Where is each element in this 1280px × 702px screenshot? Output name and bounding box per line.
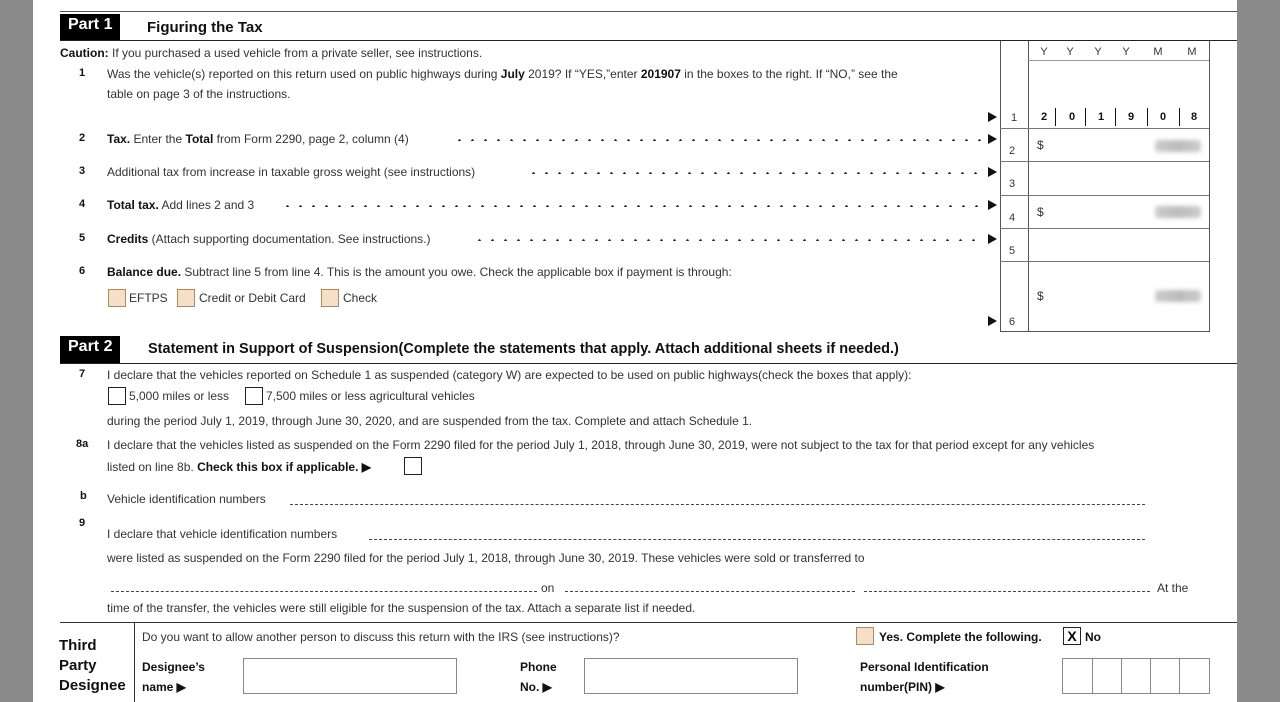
line1-arrow-icon: [988, 112, 997, 122]
date-sep: [1179, 108, 1180, 126]
miles-7500-checkbox[interactable]: [245, 387, 263, 405]
third-party-top-rule: [60, 622, 1237, 623]
line9-at-the: At the: [1157, 581, 1189, 595]
line1-number: 1: [79, 67, 86, 79]
line8a-number: 8a: [76, 438, 89, 450]
line6-text-body: Subtract line 5 from line 4. This is the amount you owe. Check the applicable box if payment is through:: [181, 265, 732, 279]
line5-text: [107, 232, 431, 246]
date-sep: [1055, 108, 1056, 126]
line8a-text: I declare that the vehicles listed as suspended on the Form 2290 filed for the period July 1, 2018, through June 30, 2019, were not subject to the tax for that period except for any vehicles: [107, 438, 1095, 452]
line3-leader: [527, 172, 983, 174]
line2-bold: Tax.: [107, 132, 131, 146]
line6-text: [107, 265, 732, 279]
line6-currency: $: [1037, 289, 1044, 303]
date-header-y2: Y: [1066, 46, 1074, 58]
grid-line-right: [1209, 41, 1210, 332]
line8a-bold: Check this box if applicable. ▶: [197, 460, 371, 474]
line6-number: 6: [79, 265, 86, 277]
line8b-number: b: [80, 490, 87, 502]
line4-leader: [281, 205, 983, 207]
line9-on: on: [541, 581, 555, 595]
caution-label: Caution:: [60, 46, 109, 60]
pin-sep: [1179, 659, 1180, 693]
third-party-label: [59, 636, 126, 696]
date-sep: [1147, 108, 1148, 126]
part2-label: Part 2: [60, 336, 120, 363]
line3-box-number: 3: [1009, 178, 1016, 190]
line6-amount-redacted[interactable]: [1155, 290, 1201, 302]
third-party-yes-label: Yes. Complete the following.: [879, 630, 1042, 644]
pin-sep: [1092, 659, 1093, 693]
row3-rule: [1000, 195, 1209, 196]
line2-number: 2: [79, 132, 86, 144]
line4-text: [107, 198, 254, 212]
miles-7500-label: 7,500 miles or less agricultural vehicles: [266, 389, 475, 403]
line5-bold: Credits: [107, 232, 149, 246]
line4-amount-redacted[interactable]: [1155, 206, 1201, 218]
date-digit-5[interactable]: 0: [1159, 111, 1167, 123]
pin-sep: [1150, 659, 1151, 693]
caution-body: If you purchased a used vehicle from a private seller, see instructions.: [108, 46, 483, 60]
line8a-text2: [107, 460, 371, 474]
line3-text: Additional tax from increase in taxable gross weight (see instructions): [107, 165, 476, 179]
line9-vin-input-line[interactable]: [369, 539, 1145, 540]
row1-rule: [1000, 128, 1209, 129]
date-header-m1: M: [1153, 46, 1163, 58]
line2-box-number: 2: [1009, 145, 1016, 157]
third-party-no-checkbox[interactable]: X: [1063, 627, 1081, 645]
line2-bold2: Total: [185, 132, 214, 146]
grid-line-mid: [1028, 41, 1029, 332]
transferee-input-line[interactable]: [111, 591, 537, 592]
third-party-no-label: No: [1085, 630, 1101, 644]
line5-box-number: 5: [1009, 245, 1016, 257]
row4-rule: [1000, 228, 1209, 229]
line1-code: 201907: [640, 67, 681, 81]
date-sep: [1085, 108, 1086, 126]
line2-arrow-icon: [988, 134, 997, 144]
date-digit-2[interactable]: 0: [1068, 111, 1076, 123]
line4-currency: $: [1037, 205, 1044, 219]
phone-label-2: No. ▶: [520, 680, 552, 694]
line2-text-a: Enter the: [130, 132, 186, 146]
line4-number: 4: [79, 198, 86, 210]
line9-number: 9: [79, 517, 86, 529]
line1-text-c: in the boxes to the right. If “NO,” see the: [680, 67, 898, 81]
part2-bottom-rule: [60, 363, 1237, 364]
line4-arrow-icon: [988, 200, 997, 210]
line8a-text2-body: listed on line 8b.: [107, 460, 198, 474]
line1-month: July: [500, 67, 525, 81]
line4-text-body: Add lines 2 and 3: [158, 198, 255, 212]
third-party-label-1: Third: [59, 637, 97, 654]
vin-input-line[interactable]: [290, 504, 1145, 505]
phone-input[interactable]: [584, 658, 798, 694]
line7-number: 7: [79, 368, 86, 380]
transfer-extra-input-line[interactable]: [864, 591, 1150, 592]
line5-leader: [473, 239, 983, 241]
line1-text-a: Was the vehicle(s) reported on this return used on public highways during: [107, 67, 501, 81]
line8b-text: Vehicle identification numbers: [107, 492, 266, 506]
miles-5000-checkbox[interactable]: [108, 387, 126, 405]
part1-label: Part 1: [60, 14, 120, 40]
third-party-label-3: Designee: [59, 677, 126, 694]
designee-name-label-1: Designee’s: [142, 660, 205, 674]
designee-name-label-2: name ▶: [142, 680, 186, 694]
line5-number: 5: [79, 232, 86, 244]
line4-box-number: 4: [1009, 212, 1016, 224]
date-digit-6[interactable]: 8: [1190, 111, 1198, 123]
row2-rule: [1000, 161, 1209, 162]
eftps-checkbox[interactable]: [108, 289, 126, 307]
card-checkbox[interactable]: [177, 289, 195, 307]
pin-sep: [1121, 659, 1122, 693]
third-party-question: Do you want to allow another person to discuss this return with the IRS (see instructions)?: [142, 630, 620, 644]
line1-text: [107, 67, 898, 81]
date-digit-3[interactable]: 1: [1097, 111, 1105, 123]
grid-line-left: [1000, 41, 1001, 332]
line3-number: 3: [79, 165, 86, 177]
caution-text: [60, 46, 482, 60]
line2-amount-redacted[interactable]: [1155, 140, 1201, 152]
check-checkbox[interactable]: [321, 289, 339, 307]
date-digit-4[interactable]: 9: [1127, 111, 1135, 123]
eftps-label: EFTPS: [129, 291, 168, 305]
pin-label-2: number(PIN) ▶: [860, 680, 945, 694]
row5-rule: [1000, 261, 1209, 262]
line5-text-body: (Attach supporting documentation. See instructions.): [148, 232, 431, 246]
third-party-yes-checkbox[interactable]: [856, 627, 874, 645]
date-sep: [1115, 108, 1116, 126]
part1-bottom-rule: [60, 40, 1237, 41]
date-header-y4: Y: [1122, 46, 1130, 58]
phone-label-1: Phone: [520, 660, 557, 674]
line2-currency: $: [1037, 138, 1044, 152]
transfer-date-input-line[interactable]: [565, 591, 855, 592]
line9-text3: time of the transfer, the vehicles were still eligible for the suspension of the tax. Attach a separate list if needed.: [107, 601, 696, 615]
part2-title: Statement in Support of Suspension(Complete the statements that apply. Attach additional sheets if needed.): [148, 341, 899, 357]
part1-title: Figuring the Tax: [147, 19, 263, 36]
check-label: Check: [343, 291, 378, 305]
line1-box-number: 1: [1011, 112, 1018, 124]
line2-leader: [453, 139, 983, 141]
date-digit-1[interactable]: 2: [1040, 111, 1048, 123]
miles-5000-label: 5,000 miles or less: [129, 389, 230, 403]
third-party-label-2: Party: [59, 657, 97, 674]
line7-text: I declare that the vehicles reported on Schedule 1 as suspended (category W) are expected to be used on public highways(check the boxes that apply):: [107, 368, 912, 382]
line6-arrow-icon: [988, 316, 997, 326]
line3-arrow-icon: [988, 167, 997, 177]
part1-top-rule: [60, 11, 1237, 12]
line6-bold: Balance due.: [107, 265, 182, 279]
line1-text-b: 2019? If “YES,”enter: [524, 67, 641, 81]
line7-text2: during the period July 1, 2019, through June 30, 2020, and are suspended from the tax. Complete and attach Schedule 1.: [107, 414, 753, 428]
line8a-checkbox[interactable]: [404, 457, 422, 475]
row6-rule: [1000, 331, 1209, 332]
line5-arrow-icon: [988, 234, 997, 244]
date-header-rule: [1028, 60, 1209, 61]
designee-name-input[interactable]: [243, 658, 457, 694]
form-page: [33, 0, 1237, 702]
card-label: Credit or Debit Card: [199, 291, 306, 305]
line2-text-b: from Form 2290, page 2, column (4): [213, 132, 409, 146]
line6-box-number: 6: [1009, 316, 1016, 328]
pin-input[interactable]: [1062, 658, 1210, 694]
third-party-divider: [134, 623, 135, 702]
line9-text: I declare that vehicle identification numbers: [107, 527, 338, 541]
pin-label-1: Personal Identification: [860, 660, 989, 674]
line4-bold: Total tax.: [107, 198, 159, 212]
date-header-y1: Y: [1040, 46, 1048, 58]
line1-text-d: table on page 3 of the instructions.: [107, 87, 291, 101]
date-header-y3: Y: [1094, 46, 1102, 58]
date-header-m2: M: [1187, 46, 1197, 58]
line9-text2: were listed as suspended on the Form 2290 filed for the period July 1, 2018, through June 30, 2019. These vehicles were sold or transferred to: [107, 551, 865, 565]
line2-text: [107, 132, 409, 146]
